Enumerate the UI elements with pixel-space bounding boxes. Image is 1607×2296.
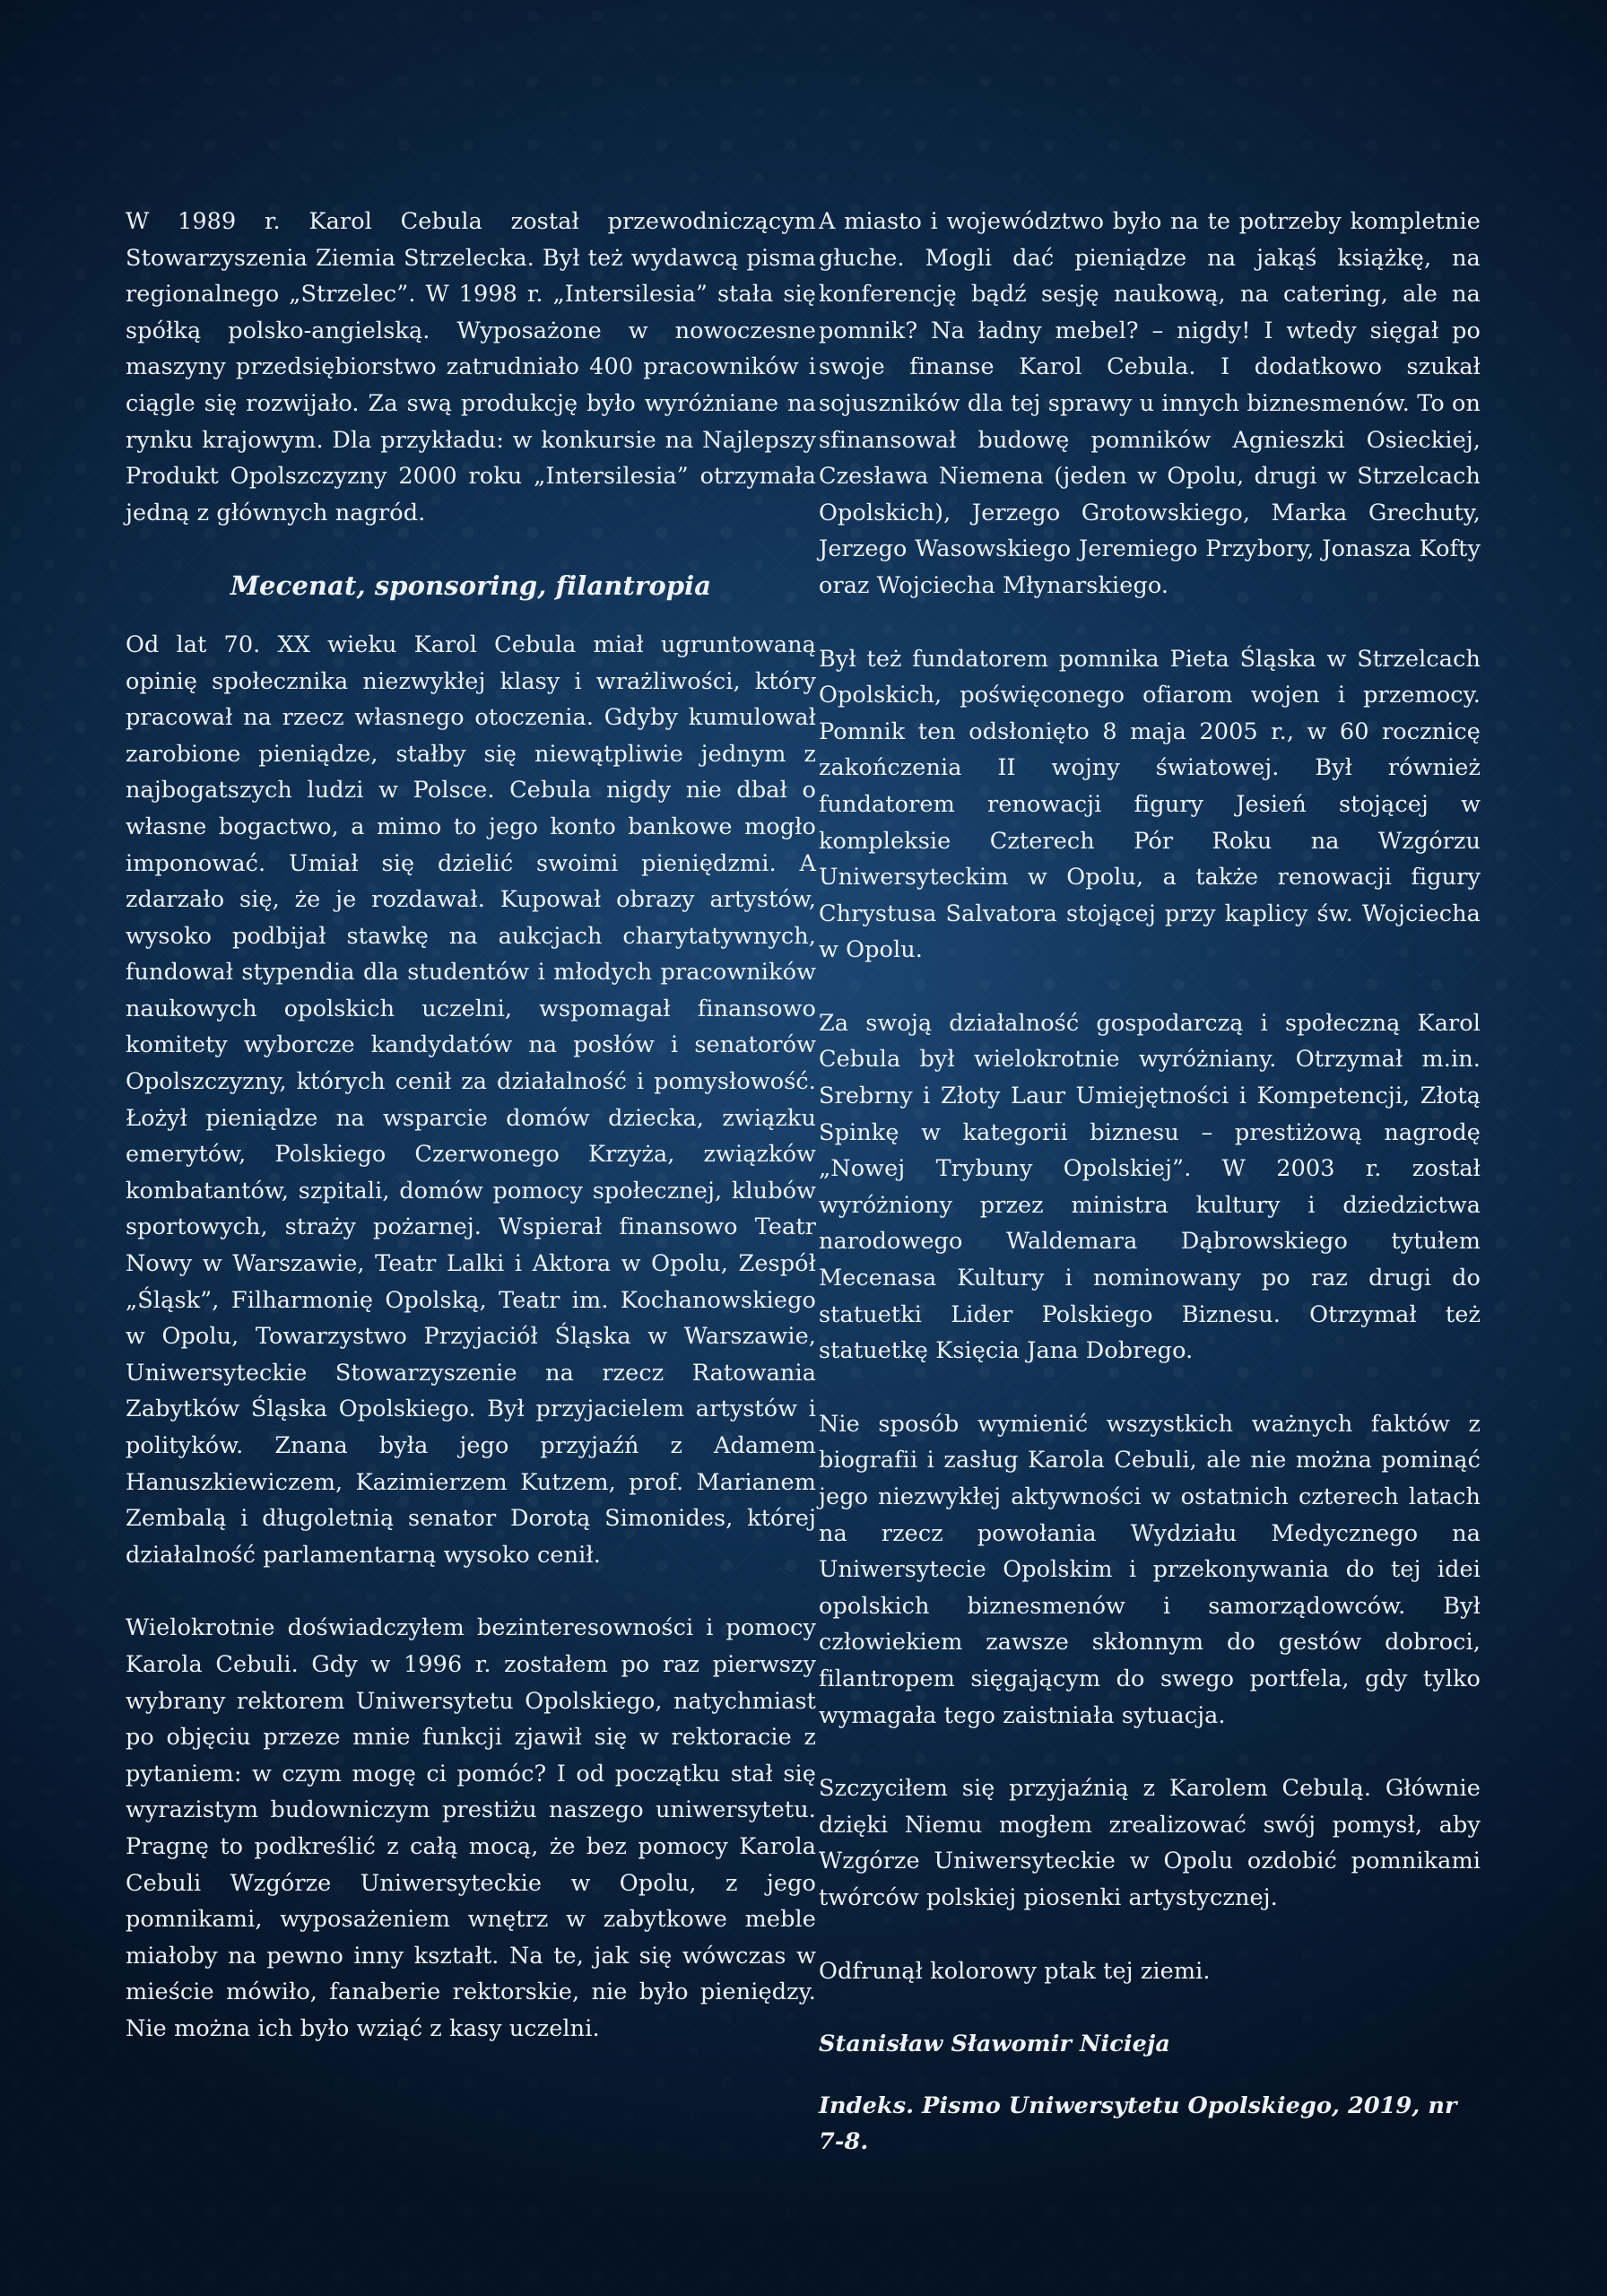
closing-line: Odfrunął kolorowy ptak tej ziemi. xyxy=(819,1957,1211,1985)
paragraph: Za swoją działalność gospodarczą i społeczną Karol Cebula był wielokrotnie wyróżniany. Otrzymał m.in. Srebrny i Złoty Laur Umiejętności i Kompetencji, Złotą Spinkę w kategorii biznesu – prestiżową nagrodę „Nowej Trybuny Opolskiej”. W 2003 r. został wyróżniony przez ministra kultury i dziedzictwa narodowego Waldemara Dąbrowskiego tytułem Mecenasa Kultury i nominowany po raz drugi do statuetki Lider Polskiego Biznesu. Otrzymał też statuetkę Księcia Jana Dobrego. xyxy=(819,1009,1481,1365)
paragraph: Był też fundatorem pomnika Pieta Śląska w Strzelcach Opolskich, poświęconego ofiarom wojen i przemocy. Pomnik ten odsłonięto 8 maja 2005 r., w 60 rocznicę zakończenia II wojny światowej. Był również fundatorem renowacji figury Jesień stojącej w kompleksie Czterech Pór Roku na Wzgórzu Uniwersyteckim w Opolu, a także renowacji figury Chrystusa Salvatora stojącej przy kaplicy św. Wojciecha w Opolu. xyxy=(819,645,1481,964)
left-column xyxy=(126,204,816,2084)
paragraph: Nie sposób wymienić wszystkich ważnych faktów z biografii i zasług Karola Cebuli, ale nie można pominąć jego niezwykłej aktywności w ostatnich czterech latach na rzecz powołania Wydziału Medycznego na Uniwersytecie Opolskim i przekonywania do tej idei opolskich biznesmenów i samorządowców. Był człowiekiem zawsze skłonnym do gestów dobroci, filantropem sięgającym do swego portfela, gdy tylko wymagała tego zaistniała sytuacja. xyxy=(819,1410,1481,1729)
paragraph: Od lat 70. XX wieku Karol Cebula miał ugruntowaną opinię społecznika niezwykłej klasy i wrażliwości, który pracował na rzecz własnego otoczenia. Gdyby kumulował zarobione pieniądze, stałby się niewątpliwie jednym z najbogatszych ludzi w Polsce. Cebula nigdy nie dbał o własne bogactwo, a mimo to jego konto bankowe mogło imponować. Umiał się dzielić swoimi pieniędzmi. A zdarzało się, że je rozdawał. Kupował obrazy artystów, wysoko podbijał stawkę na aukcjach charytatywnych, fundował stypendia dla studentów i młodych pracowników naukowych opolskich uczelni, wspomagał finansowo komitety wyborcze kandydatów na posłów i senatorów Opolszczyzny, których cenił za działalność i pomysłowość. Łożył pieniądze na wsparcie domów dziecka, związku emerytów, Polskiego Czerwonego Krzyża, związków kombatantów, szpitali, domów pomocy społecznej, klubów sportowych, straży pożarnej. Wspierał finansowo Teatr Nowy w Warszawie, Teatr Lalki i Aktora w Opolu, Zespół „Śląsk”, Filharmonię Opolską, Teatr im. Kochanowskiego w Opolu, Towarzystwo Przyjaciół Śląska w Warszawie, Uniwersyteckie Stowarzyszenie na rzecz Ratowania Zabytków Śląska Opolskiego. Był przyjacielem artystów i polityków. Znana była jego przyjaźń z Adamem Hanuszkiewiczem, Kazimierzem Kutzem, prof. Marianem Zembalą i długoletnią senator Dorotą Simonides, której działalność parlamentarną wysoko cenił. xyxy=(126,631,816,1569)
right-column xyxy=(819,204,1481,2186)
section-heading: Mecenat, sponsoring, filantropia xyxy=(230,570,712,602)
paragraph: Szczyciłem się przyjaźnią z Karolem Cebulą. Głównie dzięki Niemu mogłem zrealizować swój pomysł, aby Wzgórze Uniwersyteckie w Opolu ozdobić pomnikami twórców polskiej piosenki artystycznej. xyxy=(819,1775,1481,1911)
author-signature: Stanisław Sławomir Nicieja xyxy=(819,2031,1170,2058)
paragraph: W 1989 r. Karol Cebula został przewodniczącym Stowarzyszenia Ziemia Strzelecka. Był też wydawcą pisma regionalnego „Strzelec”. W 1998 r. „Intersilesia” stała się spółką polsko-angielską. Wyposażone w nowoczesne maszyny przedsiębiorstwo zatrudniało 400 pracowników i ciągle się rozwijało. Za swą produkcję było wyróżniane na rynku krajowym. Dla przykładu: w konkursie na Najlepszy Produkt Opolszczyzny 2000 roku „Intersilesia” otrzymała jedną z głównych nagród. xyxy=(126,208,816,526)
paragraph: A miasto i województwo było na te potrzeby kompletnie głuche. Mogli dać pieniądze na jakąś książkę, na konferencję bądź sesję naukową, na catering, ale na pomnik? Na ładny mebel? – nigdy! I wtedy sięgał po swoje finanse Karol Cebula. I dodatkowo szukał sojuszników dla tej sprawy u innych biznesmenów. To on sfinansował budowę pomników Agnieszki Osieckiej, Czesława Niemena (jeden w Opolu, drugi w Strzelcach Opolskich), Jerzego Grotowskiego, Marka Grechuty, Jerzego Wasowskiego Jeremiego Przybory, Jonasza Kofty oraz Wojciecha Młynarskiego. xyxy=(819,208,1481,599)
paragraph: Wielokrotnie doświadczyłem bezinteresowności i pomocy Karola Cebuli. Gdy w 1996 r. zostałem po raz pierwszy wybrany rektorem Uniwersytetu Opolskiego, natychmiast po objęciu przeze mnie funkcji zjawił się w rektoracie z pytaniem: w czym mogę ci pomóc? I od początku stał się wyrazistym budowniczym prestiżu naszego uniwersytetu. Pragnę to podkreślić z całą mocą, że bez pomocy Karola Cebuli Wzgórze Uniwersyteckie w Opolu, z jego pomnikami, wyposażeniem wnętrz w zabytkowe meble miałoby na pewno inny kształt. Na te, jak się wówczas w mieście mówiło, fanaberie rektorskie, nie było pieniędzy. Nie można ich było wziąć z kasy uczelni. xyxy=(126,1614,816,2042)
source-citation: Indeks. Pismo Uniwersytetu Opolskiego, 2019, nr 7-8. xyxy=(819,2092,1457,2156)
